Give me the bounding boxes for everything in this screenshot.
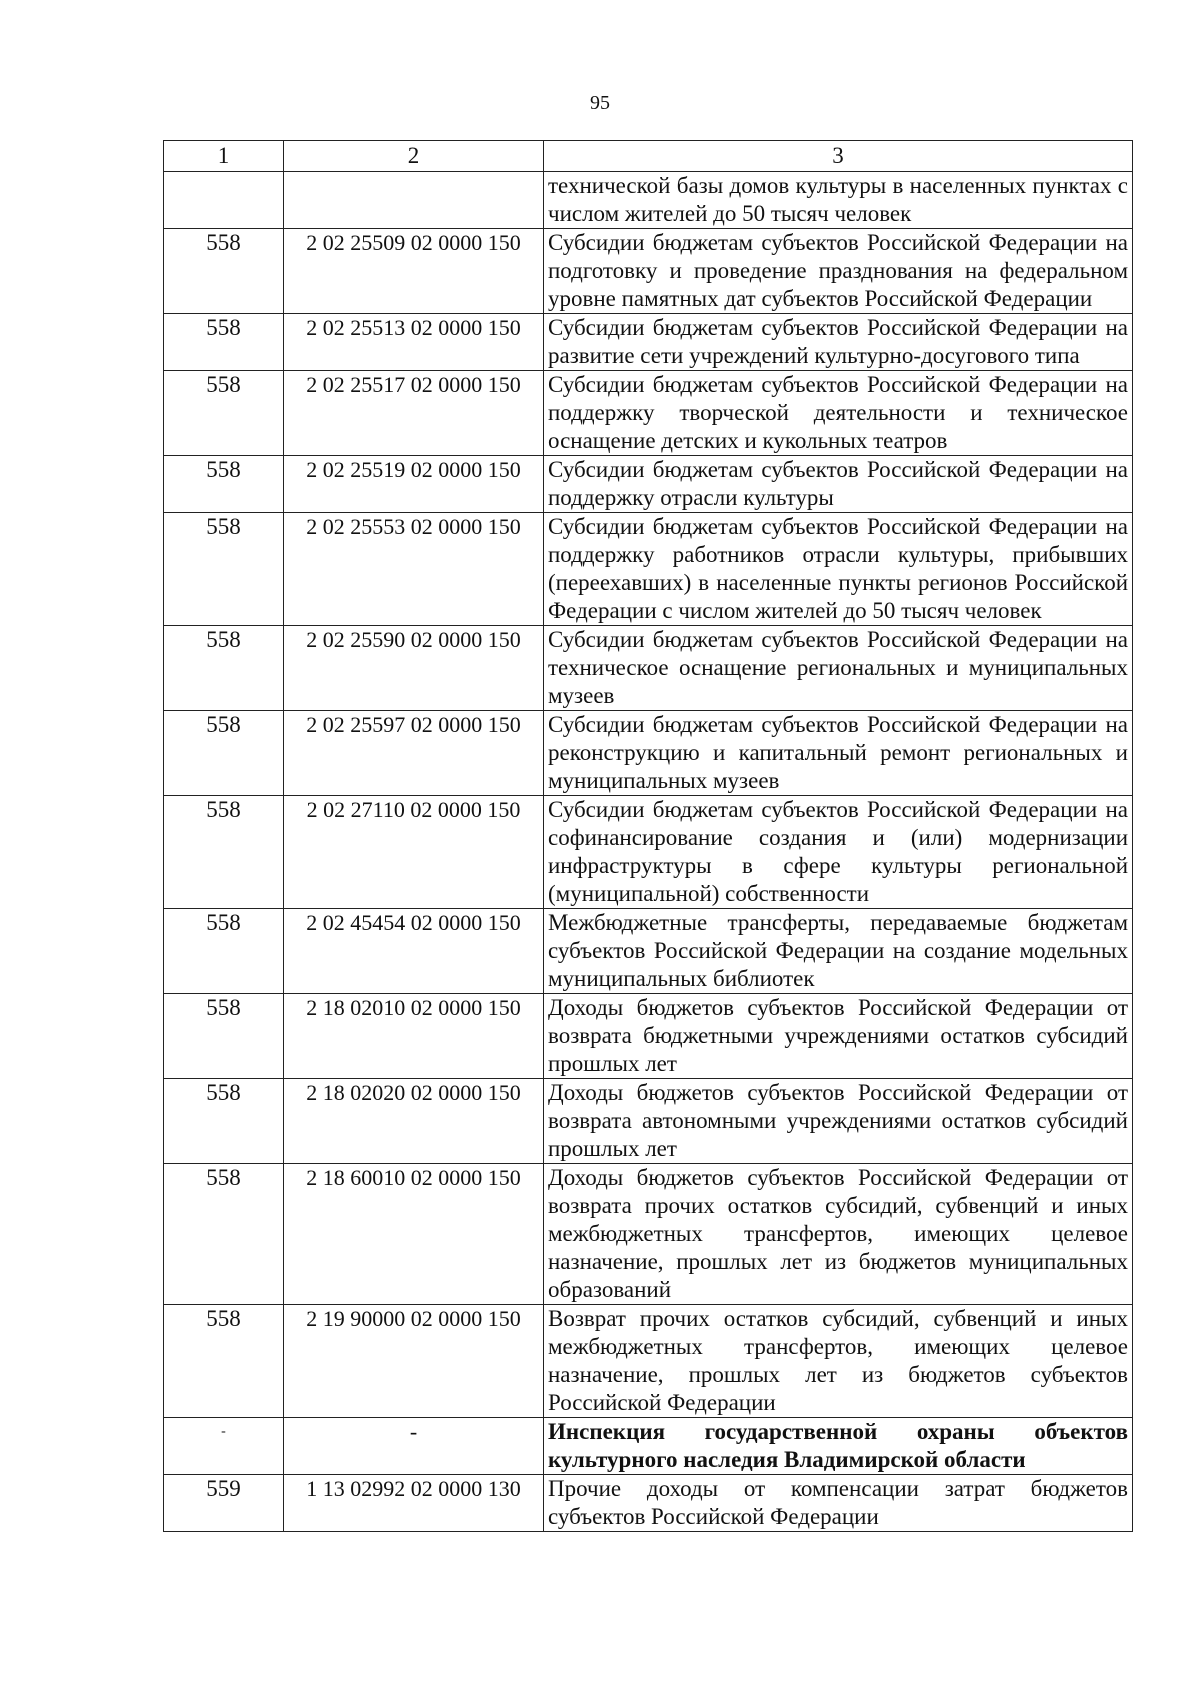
description-cell: Доходы бюджетов субъектов Российской Федерации от возврата автономными учреждениями остатков субсидий прошлых лет (544, 1079, 1133, 1164)
table-row (164, 909, 1133, 994)
budget-code-cell: 2 18 02020 02 0000 150 (284, 1079, 544, 1164)
description-cell: Субсидии бюджетам субъектов Российской Федерации на реконструкцию и капитальный ремонт региональных и муниципальных музеев (544, 711, 1133, 796)
table-row (164, 1475, 1133, 1532)
description-cell: Субсидии бюджетам субъектов Российской Федерации на развитие сети учреждений культурно-досугового типа (544, 314, 1133, 371)
table-row (164, 711, 1133, 796)
description-cell: Субсидии бюджетам субъектов Российской Федерации на техническое оснащение региональных и муниципальных музеев (544, 626, 1133, 711)
budget-code-cell: 2 02 27110 02 0000 150 (284, 796, 544, 909)
description-cell: Доходы бюджетов субъектов Российской Федерации от возврата прочих остатков субсидий, субвенций и иных межбюджетных трансфертов, имеющих целевое назначение, прошлых лет из бюджетов муниципальных образований (544, 1164, 1133, 1305)
budget-code-cell: 2 02 25509 02 0000 150 (284, 229, 544, 314)
table-row (164, 456, 1133, 513)
budget-code-cell: 2 02 45454 02 0000 150 (284, 909, 544, 994)
budget-code-cell: 2 18 60010 02 0000 150 (284, 1164, 544, 1305)
header-cell-2: 2 (284, 141, 544, 172)
description-cell: Субсидии бюджетам субъектов Российской Федерации на поддержку работников отрасли культуры, прибывших (переехавших) в населенные пункты регионов Российской Федерации с числом жителей до 50 тысяч человек (544, 513, 1133, 626)
header-cell-3: 3 (544, 141, 1133, 172)
admin-code-cell: 558 (164, 711, 284, 796)
description-cell: Межбюджетные трансферты, передаваемые бюджетам субъектов Российской Федерации на создание модельных муниципальных библиотек (544, 909, 1133, 994)
budget-code-cell: 2 02 25597 02 0000 150 (284, 711, 544, 796)
table-row (164, 172, 1133, 229)
description-cell: Субсидии бюджетам субъектов Российской Федерации на поддержку отрасли культуры (544, 456, 1133, 513)
table-row (164, 314, 1133, 371)
admin-code-cell: - (164, 1418, 284, 1475)
budget-code-cell: - (284, 1418, 544, 1475)
admin-code-cell: 558 (164, 1164, 284, 1305)
admin-code-cell: 558 (164, 796, 284, 909)
table-row (164, 1305, 1133, 1418)
table-row (164, 1418, 1133, 1475)
admin-code-cell: 558 (164, 314, 284, 371)
budget-code-cell: 2 02 25590 02 0000 150 (284, 626, 544, 711)
admin-code-cell: 558 (164, 909, 284, 994)
admin-code-cell: 558 (164, 371, 284, 456)
table-row (164, 626, 1133, 711)
table-row (164, 229, 1133, 314)
budget-code-cell: 2 02 25517 02 0000 150 (284, 371, 544, 456)
description-cell: Возврат прочих остатков субсидий, субвенций и иных межбюджетных трансфертов, имеющих целевое назначение, прошлых лет из бюджетов субъектов Российской Федерации (544, 1305, 1133, 1418)
admin-code-cell: 559 (164, 1475, 284, 1532)
header-cell-1: 1 (164, 141, 284, 172)
description-cell: Доходы бюджетов субъектов Российской Федерации от возврата бюджетными учреждениями остатков субсидий прошлых лет (544, 994, 1133, 1079)
budget-code-cell: 2 02 25519 02 0000 150 (284, 456, 544, 513)
budget-code-cell: 2 19 90000 02 0000 150 (284, 1305, 544, 1418)
page-number: 95 (590, 92, 610, 114)
table-row (164, 371, 1133, 456)
admin-code-cell: 558 (164, 229, 284, 314)
table-row (164, 994, 1133, 1079)
description-cell: Прочие доходы от компенсации затрат бюджетов субъектов Российской Федерации (544, 1475, 1133, 1532)
budget-code-cell: 2 18 02010 02 0000 150 (284, 994, 544, 1079)
description-cell: Инспекция государственной охраны объектов культурного наследия Владимирской области (544, 1418, 1133, 1475)
budget-code-cell: 2 02 25513 02 0000 150 (284, 314, 544, 371)
budget-classification-table (163, 140, 1133, 1532)
budget-code-cell (284, 172, 544, 229)
table-header-row (164, 141, 1133, 172)
table-body (164, 141, 1133, 1532)
table-row (164, 513, 1133, 626)
admin-code-cell: 558 (164, 513, 284, 626)
description-cell: Субсидии бюджетам субъектов Российской Федерации на софинансирование создания и (или) модернизации инфраструктуры в сфере культуры региональной (муниципальной) собственности (544, 796, 1133, 909)
admin-code-cell: 558 (164, 1305, 284, 1418)
admin-code-cell: 558 (164, 456, 284, 513)
admin-code-cell (164, 172, 284, 229)
description-cell: Субсидии бюджетам субъектов Российской Федерации на поддержку творческой деятельности и техническое оснащение детских и кукольных театров (544, 371, 1133, 456)
admin-code-cell: 558 (164, 994, 284, 1079)
description-cell: технической базы домов культуры в населенных пунктах с числом жителей до 50 тысяч человек (544, 172, 1133, 229)
description-cell: Субсидии бюджетам субъектов Российской Федерации на подготовку и проведение празднования на федеральном уровне памятных дат субъектов Российской Федерации (544, 229, 1133, 314)
admin-code-cell: 558 (164, 1079, 284, 1164)
budget-code-cell: 2 02 25553 02 0000 150 (284, 513, 544, 626)
admin-code-cell: 558 (164, 626, 284, 711)
table-row (164, 796, 1133, 909)
budget-code-cell: 1 13 02992 02 0000 130 (284, 1475, 544, 1532)
table-row (164, 1164, 1133, 1305)
table-row (164, 1079, 1133, 1164)
